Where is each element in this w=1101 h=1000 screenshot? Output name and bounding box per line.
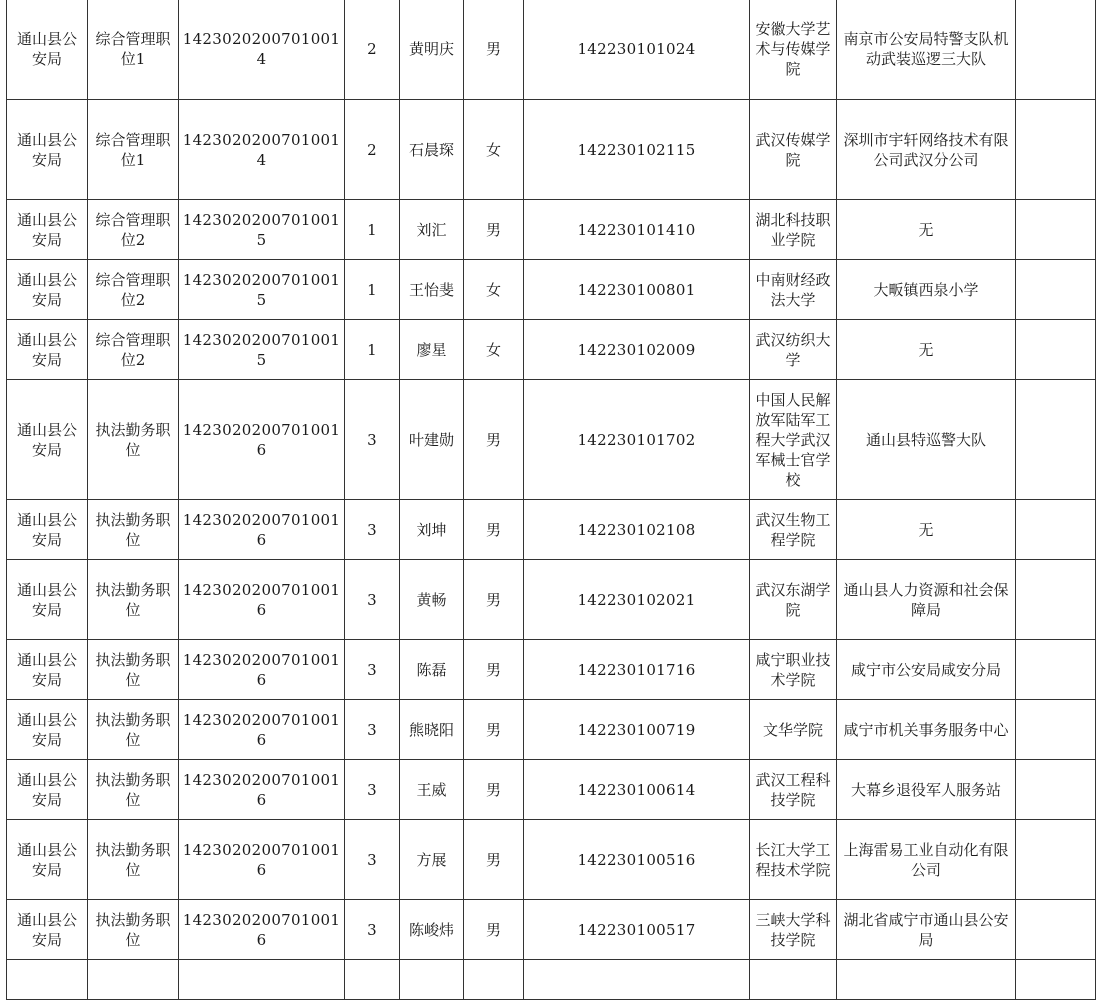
cell-exam-number: 142230102108: [524, 500, 750, 560]
cell-exam-number: 142230101702: [524, 380, 750, 500]
cell-position: 执法勤务职位: [88, 500, 179, 560]
cell-position-code: 14230202007010016: [179, 560, 345, 640]
cell-unit: 通山县公安局: [7, 0, 88, 100]
table-row: [7, 100, 1096, 200]
cell-employer: 通山县特巡警大队: [837, 380, 1016, 500]
cell-quota: 1: [345, 320, 400, 380]
cell-name: 方展: [400, 820, 464, 900]
cell-unit: 通山县公安局: [7, 260, 88, 320]
cell-exam-number: 142230100517: [524, 900, 750, 960]
cell-unit: 通山县公安局: [7, 760, 88, 820]
cell-school: 中南财经政法大学: [750, 260, 837, 320]
table-row: [7, 0, 1096, 100]
cell-exam-number: [524, 960, 750, 1000]
cell-remark: [1016, 640, 1096, 700]
cell-position: 执法勤务职位: [88, 560, 179, 640]
cell-quota: 3: [345, 500, 400, 560]
cell-position-code: 14230202007010016: [179, 640, 345, 700]
cell-name: 叶建勋: [400, 380, 464, 500]
cell-position-code: 14230202007010014: [179, 100, 345, 200]
cell-unit: 通山县公安局: [7, 380, 88, 500]
cell-gender: 男: [464, 820, 524, 900]
cell-school: 武汉传媒学院: [750, 100, 837, 200]
cell-unit: 通山县公安局: [7, 320, 88, 380]
cell-quota: [345, 960, 400, 1000]
cell-school: 文华学院: [750, 700, 837, 760]
cell-unit: 通山县公安局: [7, 640, 88, 700]
cell-gender: 男: [464, 380, 524, 500]
cell-school: 湖北科技职业学院: [750, 200, 837, 260]
cell-unit: 通山县公安局: [7, 500, 88, 560]
cell-quota: 3: [345, 760, 400, 820]
cell-position: 执法勤务职位: [88, 900, 179, 960]
cell-name: 王怡斐: [400, 260, 464, 320]
cell-exam-number: 142230102115: [524, 100, 750, 200]
cell-gender: [464, 960, 524, 1000]
cell-remark: [1016, 380, 1096, 500]
cell-school: 武汉工程科技学院: [750, 760, 837, 820]
cell-remark: [1016, 900, 1096, 960]
cell-employer: [837, 960, 1016, 1000]
cell-employer: 湖北省咸宁市通山县公安局: [837, 900, 1016, 960]
cell-gender: 男: [464, 560, 524, 640]
cell-employer: 通山县人力资源和社会保障局: [837, 560, 1016, 640]
cell-school: 长江大学工程技术学院: [750, 820, 837, 900]
cell-position-code: 14230202007010016: [179, 820, 345, 900]
cell-unit: 通山县公安局: [7, 820, 88, 900]
cell-gender: 男: [464, 640, 524, 700]
cell-unit: 通山县公安局: [7, 900, 88, 960]
cell-employer: 南京市公安局特警支队机动武装巡逻三大队: [837, 0, 1016, 100]
table-row: [7, 200, 1096, 260]
cell-quota: 3: [345, 900, 400, 960]
cell-name: 王威: [400, 760, 464, 820]
cell-quota: 2: [345, 100, 400, 200]
cell-employer: 深圳市宇轩网络技术有限公司武汉分公司: [837, 100, 1016, 200]
cell-employer: 无: [837, 200, 1016, 260]
candidate-table: [6, 0, 1096, 1000]
cell-unit: 通山县公安局: [7, 100, 88, 200]
cell-school: 武汉纺织大学: [750, 320, 837, 380]
cell-remark: [1016, 820, 1096, 900]
cell-remark: [1016, 200, 1096, 260]
cell-exam-number: 142230101410: [524, 200, 750, 260]
cell-name: 陈峻炜: [400, 900, 464, 960]
table-row: [7, 900, 1096, 960]
cell-position: 综合管理职位1: [88, 100, 179, 200]
cell-remark: [1016, 320, 1096, 380]
cell-position-code: [179, 960, 345, 1000]
cell-exam-number: 142230100614: [524, 760, 750, 820]
cell-position: 综合管理职位2: [88, 260, 179, 320]
table-row: [7, 560, 1096, 640]
table-row: [7, 640, 1096, 700]
cell-name: 刘坤: [400, 500, 464, 560]
cell-gender: 女: [464, 100, 524, 200]
cell-unit: 通山县公安局: [7, 700, 88, 760]
cell-exam-number: 142230100719: [524, 700, 750, 760]
cell-employer: 咸宁市机关事务服务中心: [837, 700, 1016, 760]
cell-name: 黄明庆: [400, 0, 464, 100]
cell-name: 陈磊: [400, 640, 464, 700]
cell-position-code: 14230202007010016: [179, 380, 345, 500]
cell-position: 执法勤务职位: [88, 640, 179, 700]
cell-school: 武汉生物工程学院: [750, 500, 837, 560]
cell-name: 刘汇: [400, 200, 464, 260]
cell-name: 熊晓阳: [400, 700, 464, 760]
cell-exam-number: 142230101024: [524, 0, 750, 100]
cell-name: 黄畅: [400, 560, 464, 640]
cell-position: 执法勤务职位: [88, 820, 179, 900]
cell-employer: 无: [837, 320, 1016, 380]
cell-name: 廖星: [400, 320, 464, 380]
cell-quota: 1: [345, 200, 400, 260]
cell-school: 中国人民解放军陆军工程大学武汉军械士官学校: [750, 380, 837, 500]
cell-position: 执法勤务职位: [88, 380, 179, 500]
cell-position-code: 14230202007010014: [179, 0, 345, 100]
cell-position: 执法勤务职位: [88, 700, 179, 760]
cell-remark: [1016, 760, 1096, 820]
table-row: [7, 960, 1096, 1000]
cell-employer: 大畈镇西泉小学: [837, 260, 1016, 320]
cell-remark: [1016, 560, 1096, 640]
cell-unit: [7, 960, 88, 1000]
cell-position: 执法勤务职位: [88, 760, 179, 820]
cell-exam-number: 142230100801: [524, 260, 750, 320]
table-row: [7, 760, 1096, 820]
cell-position: 综合管理职位2: [88, 320, 179, 380]
cell-gender: 男: [464, 700, 524, 760]
table-row: [7, 500, 1096, 560]
cell-position-code: 14230202007010016: [179, 700, 345, 760]
cell-quota: 3: [345, 820, 400, 900]
cell-position-code: 14230202007010015: [179, 200, 345, 260]
cell-position: 综合管理职位2: [88, 200, 179, 260]
cell-position-code: 14230202007010015: [179, 260, 345, 320]
cell-remark: [1016, 0, 1096, 100]
cell-name: 石晨琛: [400, 100, 464, 200]
table-row: [7, 320, 1096, 380]
cell-position-code: 14230202007010016: [179, 900, 345, 960]
cell-position-code: 14230202007010016: [179, 760, 345, 820]
cell-gender: 男: [464, 500, 524, 560]
cell-employer: 咸宁市公安局咸安分局: [837, 640, 1016, 700]
cell-gender: 女: [464, 320, 524, 380]
cell-remark: [1016, 500, 1096, 560]
cell-exam-number: 142230101716: [524, 640, 750, 700]
cell-position: 综合管理职位1: [88, 0, 179, 100]
cell-employer: 上海雷易工业自动化有限公司: [837, 820, 1016, 900]
table-row: [7, 260, 1096, 320]
cell-gender: 男: [464, 200, 524, 260]
cell-quota: 2: [345, 0, 400, 100]
cell-gender: 男: [464, 0, 524, 100]
cell-quota: 1: [345, 260, 400, 320]
cell-school: [750, 960, 837, 1000]
cell-exam-number: 142230102009: [524, 320, 750, 380]
cell-school: 武汉东湖学院: [750, 560, 837, 640]
cell-exam-number: 142230102021: [524, 560, 750, 640]
table-row: [7, 380, 1096, 500]
cell-gender: 女: [464, 260, 524, 320]
cell-employer: 大幕乡退役军人服务站: [837, 760, 1016, 820]
cell-gender: 男: [464, 900, 524, 960]
cell-remark: [1016, 700, 1096, 760]
cell-quota: 3: [345, 700, 400, 760]
cell-position: [88, 960, 179, 1000]
cell-unit: 通山县公安局: [7, 200, 88, 260]
cell-position-code: 14230202007010016: [179, 500, 345, 560]
cell-exam-number: 142230100516: [524, 820, 750, 900]
table-row: [7, 700, 1096, 760]
cell-position-code: 14230202007010015: [179, 320, 345, 380]
cell-remark: [1016, 100, 1096, 200]
cell-school: 咸宁职业技术学院: [750, 640, 837, 700]
cell-remark: [1016, 960, 1096, 1000]
cell-gender: 男: [464, 760, 524, 820]
cell-school: 三峡大学科技学院: [750, 900, 837, 960]
cell-remark: [1016, 260, 1096, 320]
cell-quota: 3: [345, 560, 400, 640]
cell-school: 安徽大学艺术与传媒学院: [750, 0, 837, 100]
cell-employer: 无: [837, 500, 1016, 560]
cell-quota: 3: [345, 380, 400, 500]
table-row: [7, 820, 1096, 900]
cell-quota: 3: [345, 640, 400, 700]
cell-name: [400, 960, 464, 1000]
cell-unit: 通山县公安局: [7, 560, 88, 640]
